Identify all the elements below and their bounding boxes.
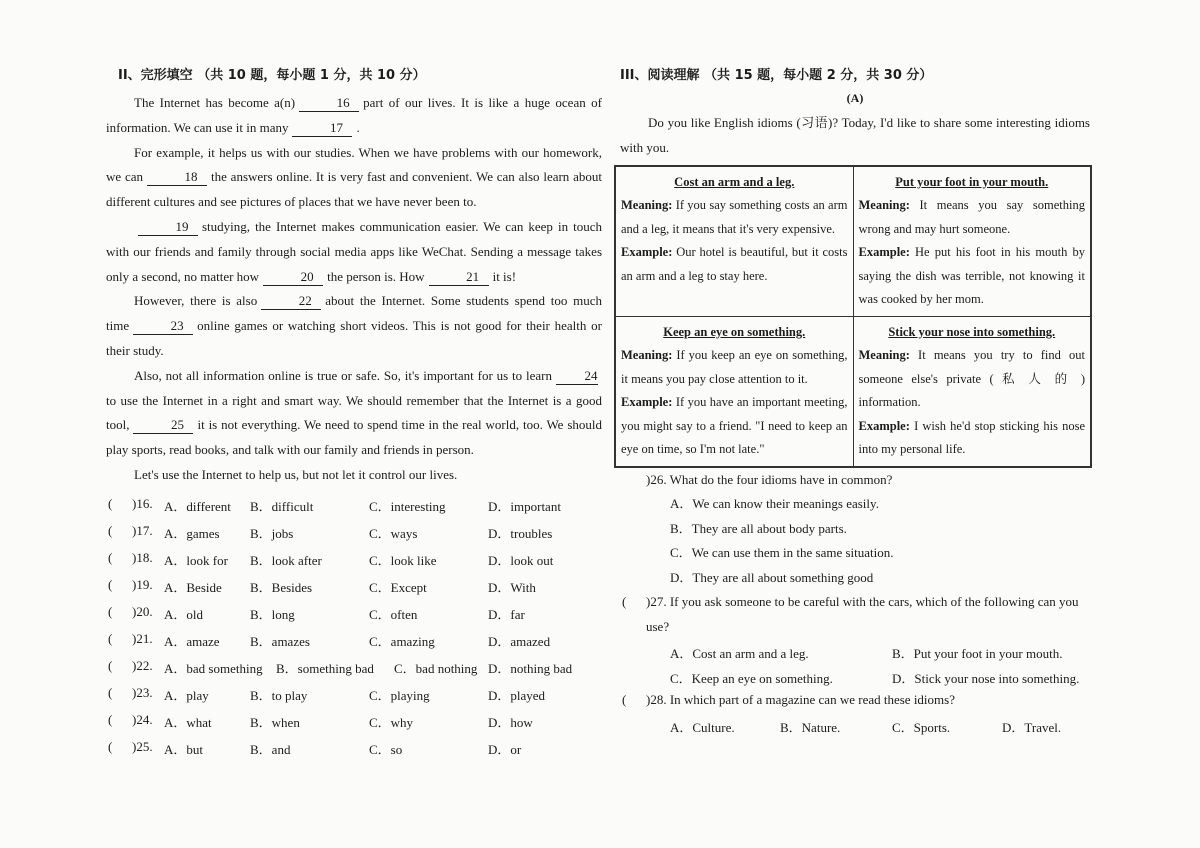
option-row-17 (106, 519, 602, 546)
answer-paren[interactable]: ( (108, 522, 113, 538)
question-28 (620, 688, 1090, 737)
option-a[interactable]: A．different (164, 498, 231, 514)
text: part of our lives. It is like a huge ocean of information. We can use it in many (106, 95, 602, 135)
text: The Internet has become a(n) (134, 95, 296, 110)
option-d[interactable]: D．With (488, 579, 536, 595)
option-d[interactable]: D．They are all about something good (670, 569, 874, 585)
option-a[interactable]: A．Beside (164, 579, 222, 595)
option-a[interactable]: A．Cost an arm and a leg. (670, 646, 809, 662)
question-stem: )28. In which part of a magazine can we read these idioms? (646, 692, 955, 708)
option-c[interactable]: C．often (369, 606, 418, 622)
text: . (356, 119, 360, 135)
option-b[interactable]: B．Besides (250, 579, 313, 595)
idiom-cell (853, 166, 1091, 317)
blank-23: 23 (133, 318, 193, 335)
meaning-text: If you say something costs an arm and a leg, it means that it's very expensive. (621, 198, 848, 236)
question-number: )24. (132, 711, 153, 727)
option-d[interactable]: D．nothing bad (488, 660, 573, 676)
answer-paren[interactable]: ( (622, 594, 627, 610)
blank-17: 17 (292, 120, 352, 137)
cloze-paragraph-4 (106, 289, 602, 363)
idioms-table (614, 165, 1092, 468)
cloze-paragraph-3 (106, 215, 602, 289)
option-a[interactable]: A．bad something (164, 660, 263, 676)
text: However, there is also (134, 293, 258, 309)
options-row (620, 713, 1090, 738)
text: the person is. How (327, 268, 425, 284)
question-number: )25. (132, 738, 153, 754)
option-c[interactable]: C．so (369, 741, 403, 757)
option-d[interactable]: D．amazed (488, 633, 551, 649)
text: the answers online. It is very fast and convenient. We can also learn about different cultures and see pictures of places that we have never been to. (106, 169, 602, 210)
answer-paren[interactable]: ( (108, 738, 113, 754)
option-c[interactable]: C．Keep an eye on something. (670, 670, 833, 686)
option-row-22 (106, 654, 602, 681)
option-b[interactable]: B．and (250, 741, 291, 757)
idiom-title: Cost an arm and a leg. (674, 174, 795, 189)
passage-intro: Do you like English idioms (习语)? Today, I'd like to share some interesting idioms with you. (620, 115, 1090, 155)
meaning-text: It means you try to find out someone else's private ( 私 人 的 ) information. (858, 348, 1085, 410)
text: For example, it helps us with our studies. When we have problems with our homework, we can (106, 144, 602, 185)
text: studying, the Internet makes communication easier. We can keep in touch with our friends and family through social media apps like WeChat. Sending a message takes only a second, no matter how (106, 218, 602, 284)
text: it is not everything. We need to spend time in the real world, too. We should play sports, read books, and talk with our family and friends in person. (106, 417, 602, 458)
section-2-title: II、完形填空 （共 10 题，每小题 1 分，共 10 分） (118, 68, 426, 83)
option-a[interactable]: A．play (164, 687, 209, 703)
question-26 (620, 468, 1090, 591)
answer-paren[interactable]: ( (622, 692, 627, 708)
idiom-cell (615, 166, 853, 317)
idiom-title: Keep an eye on something. (663, 324, 806, 339)
answer-paren[interactable]: ( (108, 657, 113, 673)
example-text: Our hotel is beautiful, but it costs an arm and a leg to stay here. (621, 245, 848, 283)
option-c[interactable]: C．bad nothing (394, 660, 478, 676)
answer-paren[interactable]: ( (108, 684, 113, 700)
reading-section (620, 62, 1090, 737)
blank-24: 24 (556, 368, 598, 385)
option-b[interactable]: B．when (250, 714, 300, 730)
option-c[interactable]: C．Except (369, 579, 427, 595)
example-text: I wish he'd stop sticking his nose into my personal life. (858, 418, 1086, 457)
cloze-section (106, 62, 602, 762)
option-row-16 (106, 492, 602, 519)
option-row-21 (106, 627, 602, 654)
option-b[interactable]: B．Put your foot in your mouth. (892, 646, 1063, 662)
example-text: He put his foot in his mouth by saying the dish was terrible, not knowing it was cooked by her mom. (858, 245, 1086, 307)
idiom-cell (615, 316, 853, 467)
blank-16: 16 (299, 95, 359, 112)
option-row-20 (106, 600, 602, 627)
answer-paren[interactable]: ( (108, 630, 113, 646)
example-label: Example: (621, 395, 673, 410)
meaning-label: Meaning: (621, 348, 673, 363)
meaning-label: Meaning: (858, 348, 910, 363)
option-b[interactable]: B．look after (250, 552, 322, 568)
option-row-18 (106, 546, 602, 573)
option-c[interactable]: C．We can use them in the same situation. (670, 545, 894, 561)
text: online games or watching short videos. This is not good for their health or their study. (106, 318, 602, 358)
meaning-label: Meaning: (621, 198, 673, 213)
meaning-text: If you keep an eye on something, it means you pay close attention to it. (621, 348, 848, 386)
option-row-19 (106, 573, 602, 600)
option-d[interactable]: D．or (488, 741, 522, 757)
option-a[interactable]: A．games (164, 525, 220, 541)
cloze-paragraph-5 (106, 364, 602, 463)
section-3-title: III、阅读理解 （共 15 题，每小题 2 分，共 30 分） (620, 68, 933, 83)
question-number: )23. (132, 684, 153, 700)
question-number: )19. (132, 576, 153, 592)
example-text: If you have an important meeting, you might say to a friend. "I need to keep an eye on time, so I'm not late." (621, 395, 848, 457)
option-d[interactable]: D．Travel. (1002, 719, 1062, 735)
question-number: )18. (132, 549, 153, 565)
option-a[interactable]: A．what (164, 714, 212, 730)
meaning-text: It means you say something wrong and may hurt someone. (858, 198, 1085, 236)
option-b[interactable]: B．something bad (276, 660, 374, 676)
question-number: )21. (132, 630, 153, 646)
question-number: )16. (132, 495, 153, 511)
answer-paren[interactable]: ( (108, 711, 113, 727)
option-d[interactable]: D．look out (488, 552, 554, 568)
option-d[interactable]: D．played (488, 687, 546, 703)
example-label: Example: (858, 245, 910, 260)
option-a[interactable]: A．old (164, 606, 204, 622)
question-stem: )27. If you ask someone to be careful with the cars, which of the following can you use? (646, 594, 1079, 634)
option-a[interactable]: A．but (164, 741, 204, 757)
text: Also, not all information online is true or safe. So, it's important for us to learn (134, 367, 552, 383)
option-b[interactable]: B．jobs (250, 525, 294, 541)
blank-18: 18 (147, 169, 207, 186)
option-b[interactable]: B．long (250, 606, 295, 622)
example-label: Example: (621, 245, 673, 260)
meaning-label: Meaning: (858, 198, 910, 213)
text: to use the Internet in a right and smart way. We should remember that the Internet is a good tool, (106, 392, 602, 433)
option-row-24 (106, 708, 602, 735)
question-27 (620, 590, 1090, 688)
option-d[interactable]: D．far (488, 606, 525, 622)
blank-21: 21 (429, 269, 489, 286)
option-d[interactable]: D．Stick your nose into something. (892, 670, 1080, 686)
option-c[interactable]: C．interesting (369, 498, 446, 514)
cloze-paragraph-6: Let's use the Internet to help us, but not let it control our lives. (134, 466, 458, 482)
blank-19: 19 (138, 219, 198, 236)
cloze-paragraph-2 (106, 141, 602, 215)
option-row-25 (106, 735, 602, 762)
options-row (620, 639, 1090, 664)
cloze-options (106, 492, 602, 762)
idiom-title: Put your foot in your mouth. (895, 174, 1049, 189)
answer-paren[interactable]: ( (108, 603, 113, 619)
question-number: )17. (132, 522, 153, 538)
answer-paren[interactable]: ( (108, 549, 113, 565)
question-stem-row (620, 688, 1090, 713)
cloze-paragraph-1 (106, 91, 602, 141)
option-b[interactable]: B．They are all about body parts. (670, 520, 847, 536)
option-c[interactable]: C．playing (369, 687, 430, 703)
answer-paren[interactable]: ( (108, 495, 113, 511)
text: about the Internet. Some students spend too much time (106, 293, 602, 334)
options-row (620, 664, 1090, 689)
question-stem: )26. What do the four idioms have in common? (646, 471, 893, 487)
option-row-23 (106, 681, 602, 708)
option-c[interactable]: C．Sports. (892, 719, 951, 735)
blank-25: 25 (133, 417, 193, 434)
blank-20: 20 (263, 269, 323, 286)
idiom-title: Stick your nose into something. (888, 324, 1056, 339)
option-a[interactable]: A．look for (164, 552, 228, 568)
option-b[interactable]: B．difficult (250, 498, 314, 514)
option-c[interactable]: C．amazing (369, 633, 435, 649)
blank-22: 22 (261, 293, 321, 310)
option-d[interactable]: D．how (488, 714, 533, 730)
option-b[interactable]: B．Nature. (780, 719, 841, 735)
option-a[interactable]: A．Culture. (670, 719, 735, 735)
option-c[interactable]: C．look like (369, 552, 437, 568)
option-d[interactable]: D．troubles (488, 525, 553, 541)
idiom-cell (853, 316, 1091, 467)
example-label: Example: (858, 418, 910, 433)
question-number: )22. (132, 657, 153, 673)
text: it is! (492, 268, 517, 284)
option-c[interactable]: C．why (369, 714, 414, 730)
option-a[interactable]: A．We can know their meanings easily. (670, 496, 879, 512)
option-d[interactable]: D．important (488, 498, 561, 514)
question-stem-row (620, 590, 1090, 639)
passage-label: (A) (846, 91, 864, 105)
answer-paren[interactable]: ( (108, 576, 113, 592)
option-c[interactable]: C．ways (369, 525, 418, 541)
option-b[interactable]: B．amazes (250, 633, 310, 649)
question-number: )20. (132, 603, 153, 619)
option-a[interactable]: A．amaze (164, 633, 220, 649)
option-b[interactable]: B．to play (250, 687, 308, 703)
